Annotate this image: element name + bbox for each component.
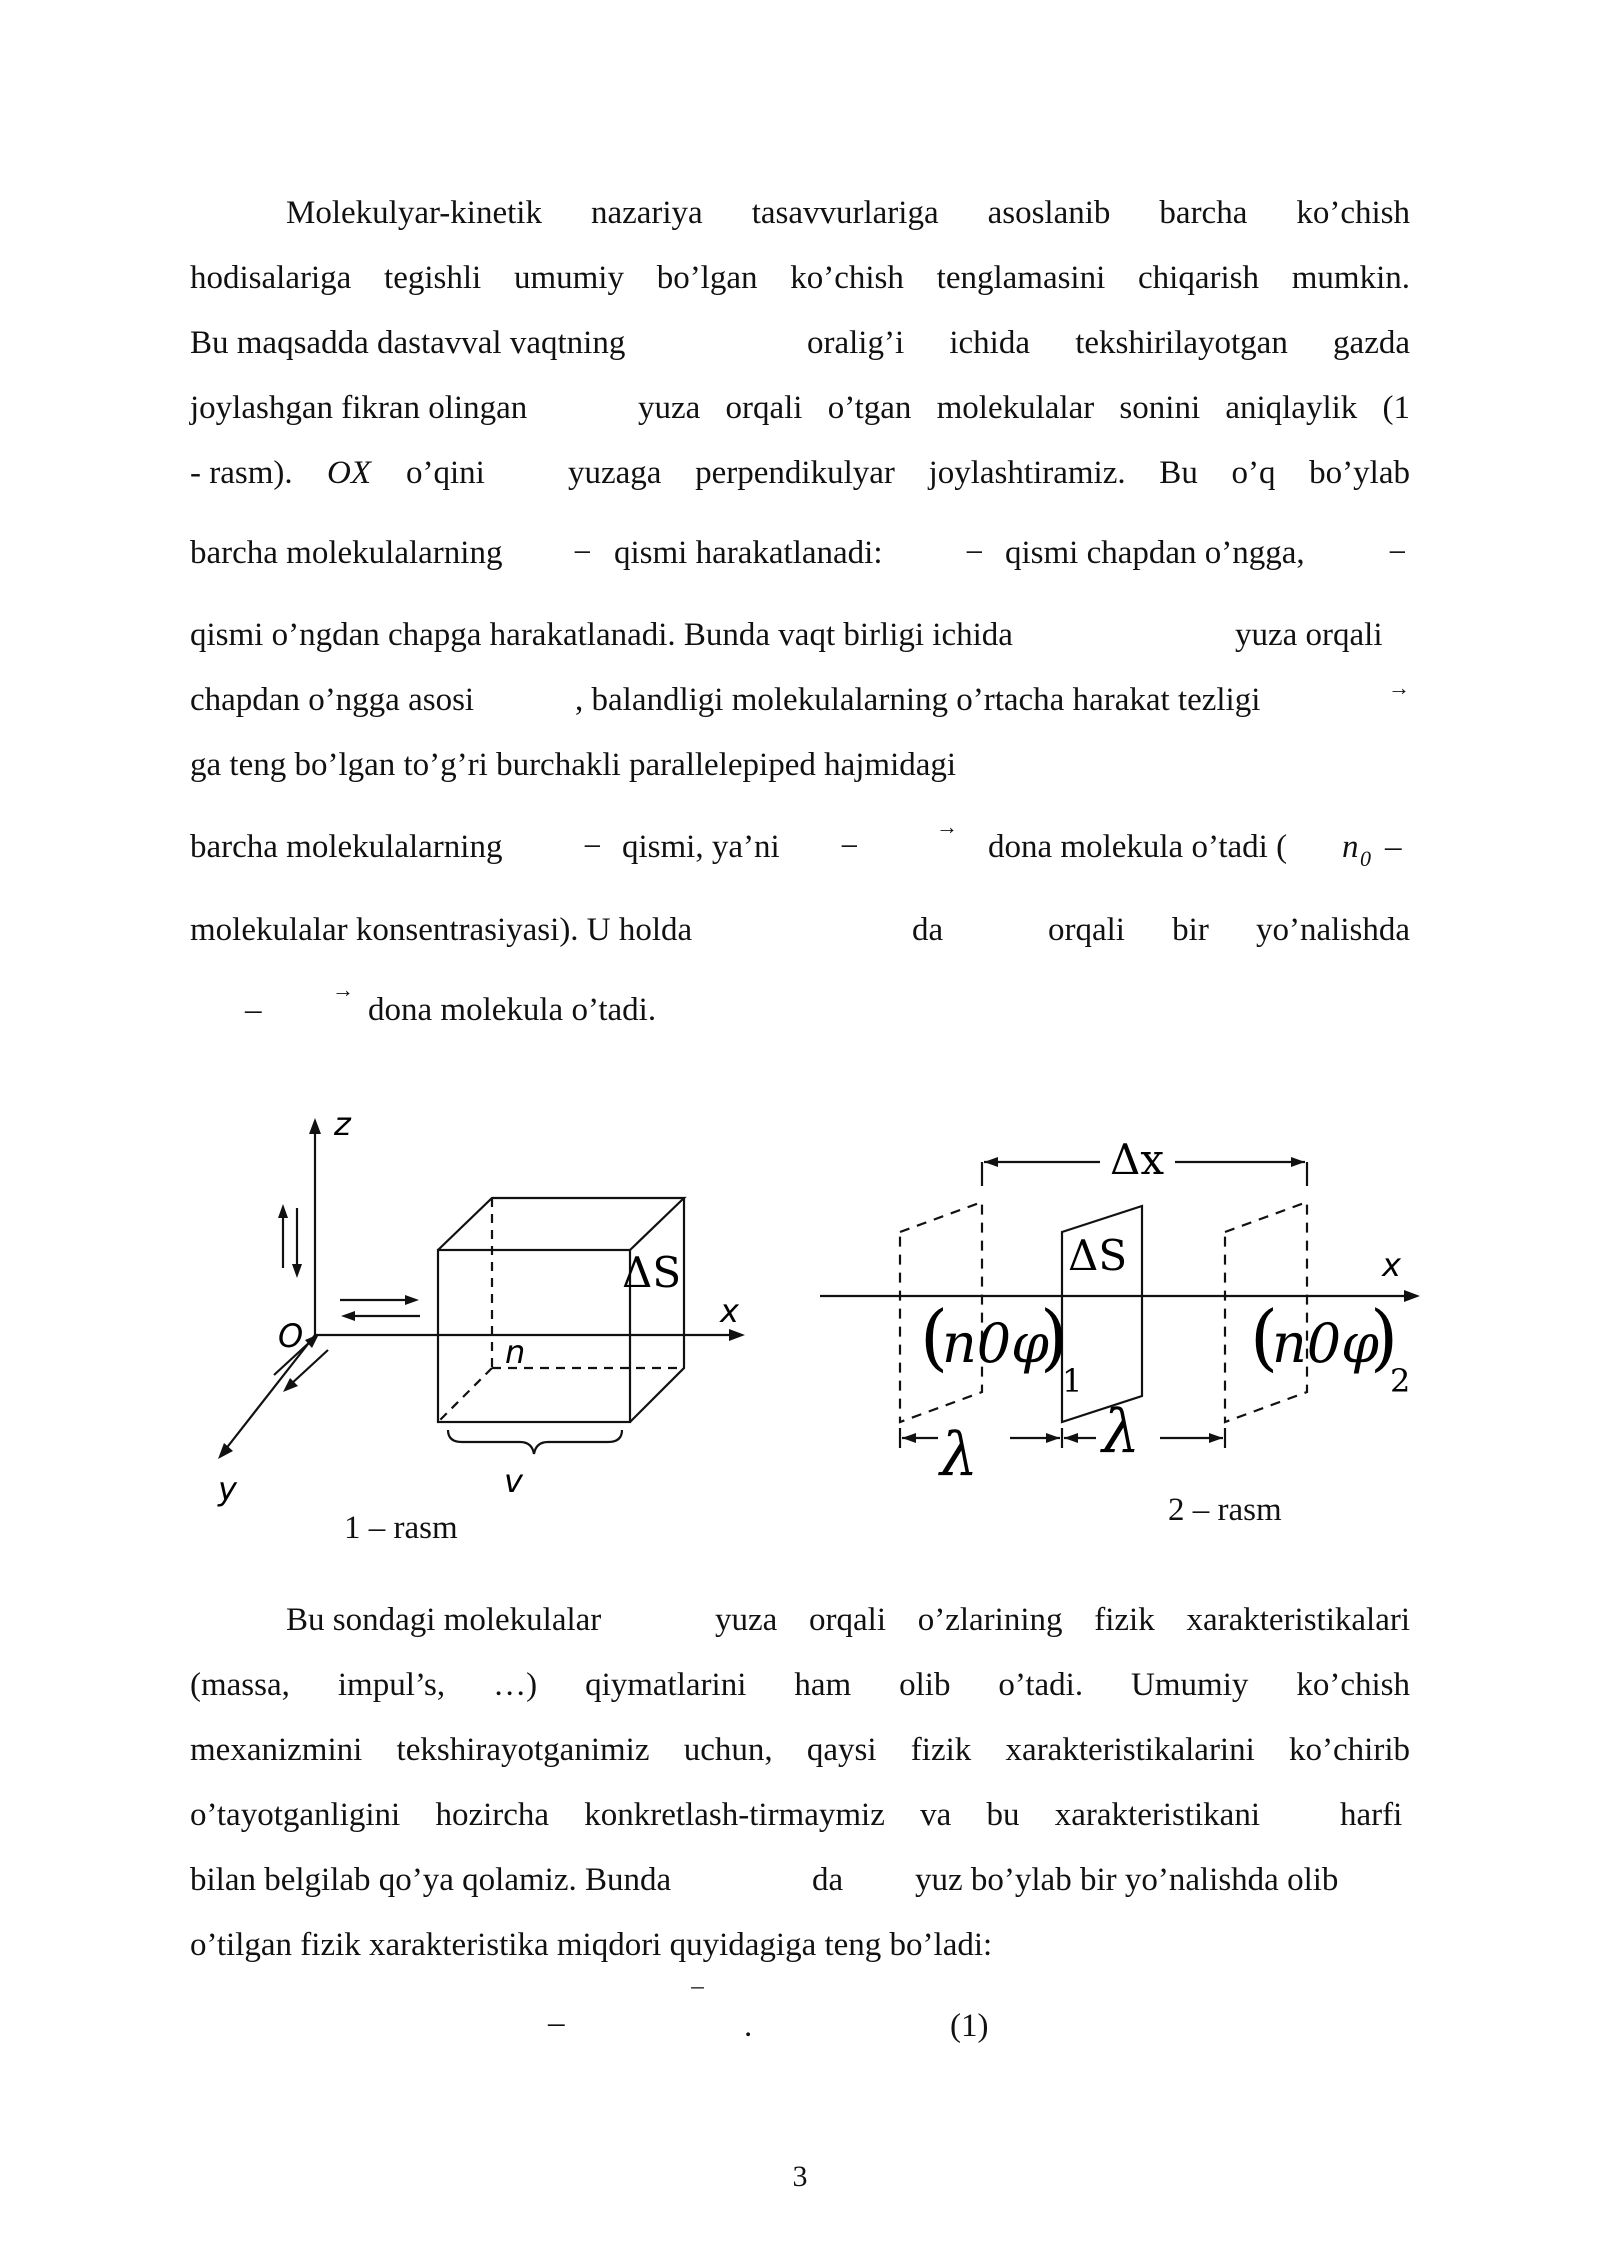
text: o’tayotganligini hozircha konkretlash-tirmaymiz va bu xarakteristikani [190,1797,1260,1833]
n-label: n [505,1333,526,1371]
text: qismi, ya’ni [622,829,780,865]
subscript: 0 [1360,846,1371,871]
minus-sign: − [965,535,984,571]
text: - rasm). [190,455,293,491]
vector-arrow: → [936,814,958,839]
area-label: ΔS [1068,1231,1128,1280]
p2-line-3 [190,1730,1410,1770]
minus-sign: − [583,829,602,865]
n-symbol: n [1342,829,1359,865]
text: ga teng bo’lgan to’g’ri burchakli parallelepiped hajmidagi [190,747,957,783]
text: da [912,912,944,948]
right-n0phi: n0φ [1272,1312,1379,1375]
p1-line-1 [286,193,1410,233]
p1-line-2 [190,258,1410,298]
text: orqali bir yo’nalishda [1048,912,1410,948]
area-label: ΔS [622,1248,682,1297]
v-label: v [504,1462,523,1500]
text: barcha molekulalarning [190,829,503,865]
text: , balandligi molekulalarning o’rtacha harakat tezligi [575,682,1261,718]
p2-line-2 [190,1665,1410,1705]
origin-label: O [278,1317,304,1355]
p2-line-6 [190,1925,1410,1965]
text: barcha molekulalarning [190,535,503,571]
y-axis-label: y [218,1470,237,1508]
minus-sign: − [1388,535,1407,571]
minus-sign: − [840,829,859,865]
figure-1-caption: 1 – rasm [344,1510,458,1546]
x-axis-label: x [1382,1246,1401,1284]
text: yuza orqali o’zlarining fizik xarakteristikalari [715,1602,1410,1638]
x-axis-label: x [720,1292,739,1330]
delta-x-label: Δx [1110,1135,1165,1184]
vector-arrow: → [1388,675,1410,700]
text: dona molekula o’tadi. [368,992,657,1028]
equation-bar: ‾ [692,1985,703,2021]
left-close-paren: ) [1040,1295,1069,1379]
right-open-paren: ( [1250,1295,1279,1379]
text: qismi harakatlanadi: [614,535,883,571]
z-axis-label: z [334,1105,351,1143]
text: yuza orqali [1235,617,1383,653]
left-n0phi: n0φ [942,1312,1049,1375]
text: da [812,1862,844,1898]
text: Bu sondagi molekulalar [286,1602,602,1638]
text: o’tilgan fizik xarakteristika miqdori quyidagiga teng bo’ladi: [190,1927,993,1963]
text: chapdan o’ngga asosi [190,682,475,718]
lambda-label-1: λ [940,1420,979,1490]
left-subscript: 1 [1062,1362,1083,1400]
equation-number: (1) [950,2008,989,2044]
lambda-label-2: λ [1102,1397,1141,1467]
text: harfi [1340,1797,1403,1833]
vector-arrow: → [332,977,354,1002]
text: hodisalariga tegishli umumiy bo’lgan ko’chish tenglamasini chiqarish mumkin. [190,260,1410,296]
dash: – [1385,829,1402,865]
dash: – [245,992,262,1028]
text: mexanizmini tekshirayotganimiz uchun, qaysi fizik xarakteristikalarini ko’chirib [190,1732,1410,1768]
text: molekulalar konsentrasiyasi). U holda [190,912,693,948]
text: joylashgan fikran olingan [190,390,528,426]
page-number: 3 [792,2160,808,2193]
text: qismi chapdan o’ngga, [1005,535,1305,571]
text: yuza orqali o’tgan molekulalar sonini aniqlaylik (1 [638,390,1410,426]
figure-2-caption: 2 – rasm [1168,1492,1282,1528]
text: dona molekula o’tadi ( [988,829,1288,865]
equation-dot: . [744,2008,753,2044]
figure-2-diagram [810,1130,1430,1510]
text: oralig’i ichida tekshirilayotgan gazda [807,325,1410,361]
right-close-paren: ) [1370,1295,1399,1379]
text: o’qini [406,455,485,491]
equation-dash: – [548,2005,565,2041]
p1-line-9 [190,745,1410,785]
minus-sign: − [573,535,592,571]
right-subscript: 2 [1390,1362,1411,1400]
text: qismi o’ngdan chapga harakatlanadi. Bunda vaqt birligi ichida [190,617,1013,653]
figure-1-diagram [190,1100,790,1560]
text: bilan belgilab qo’ya qolamiz. Bunda [190,1862,672,1898]
text: Molekulyar-kinetik nazariya tasavvurlariga asoslanib barcha ko’chish [286,195,1410,231]
axis-symbol: OX [327,455,371,491]
left-open-paren: ( [920,1295,949,1379]
text: yuzaga perpendikulyar joylashtiramiz. Bu o’q bo’ylab [568,455,1410,491]
text: yuz bo’ylab bir yo’nalishda olib [915,1862,1339,1898]
text: Bu maqsadda dastavval vaqtning [190,325,626,361]
text: (massa, impul’s, …) qiymatlarini ham olib o’tadi. Umumiy ko’chish [190,1667,1410,1703]
